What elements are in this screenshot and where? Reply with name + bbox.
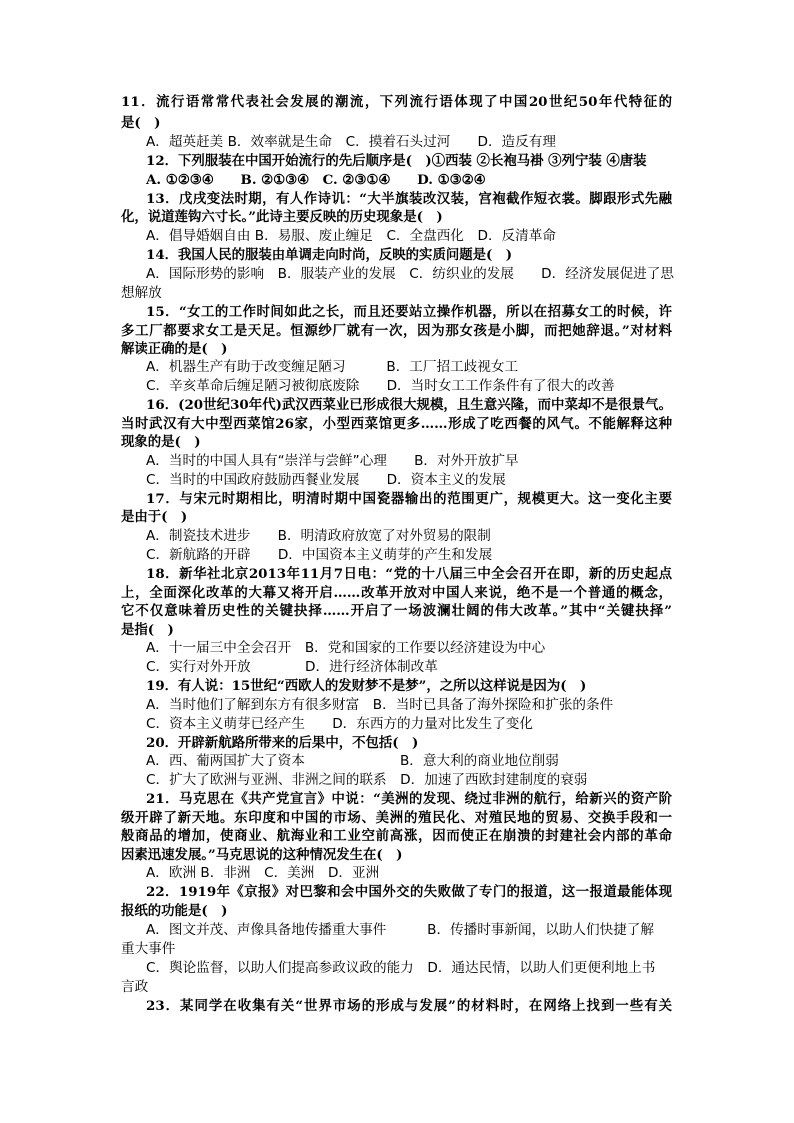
question-17-stem: 17．与宋元时期相比，明清时期中国瓷器输出的范围更广，规模更大。这一变化主要 [146, 491, 672, 507]
question-16-options: A．当时的中国人具有“崇洋与尝鲜”心理 B．对外开放扩早 [146, 453, 519, 469]
question-21-stem: 般商品的增加，使商业、航海业和工业空前高涨，因而使正在崩溃的封建社会内部的革命 [121, 828, 672, 844]
question-13-stem: 13．戊戌变法时期，有人作诗讥：“大半旗装改汉装，宫袍截作短衣裳。脚跟形式先融 [146, 191, 672, 207]
question-14-stem: 14．我国人民的服装由单调走向时尚，反映的实质问题是( ) [146, 247, 513, 263]
question-22-options: C．舆论监督，以助人们提高参政议政的能力 D．通达民情，以助人们更便利地上书 [146, 960, 656, 976]
question-16-stem: 当时武汉有大中型西菜馆26家，小型西菜馆更多……形成了吃西餐的风气。不能解释这种 [121, 416, 672, 432]
question-13-options: A．倡导婚姻自由 B．易服、废止缠足 C．全盘西化 D．反清革命 [146, 228, 556, 244]
question-15-options: C．辛亥革命后缠足陋习被彻底废除 D．当时女工工作条件有了很大的改善 [146, 378, 615, 394]
question-18-stem: 18．新华社北京2013年11月7日电：“党的十八届三中全会召开在即，新的历史起点 [146, 566, 672, 582]
question-21-stem: 级开辟了新天地。东印度和中国的市场、美洲的殖民化、对殖民地的贸易、交换手段和一 [121, 810, 672, 826]
question-17-options: C．新航路的开辟 D．中国资本主义萌芽的产生和发展 [146, 547, 493, 563]
question-20-stem: 20．开辟新航路所带来的后果中，不包括( ) [146, 735, 419, 751]
question-14-options: 想解放 [121, 285, 162, 301]
question-18-options: C．实行对外开放 D．进行经济体制改革 [146, 659, 438, 675]
question-15-stem: 解读正确的是( ) [121, 341, 228, 357]
question-12-options: A. ①②③④ B. ②①③④ C. ②③①④ D. ①③②④ [146, 172, 486, 188]
question-19-options: A．当时他们了解到东方有很多财富 B．当时已具备了海外探险和扩张的条件 [146, 697, 614, 713]
question-22-stem: 报纸的功能是( ) [121, 903, 228, 919]
question-12-stem: 12．下列服装在中国开始流行的先后顺序是( )①西装 ②长袍马褂 ③列宁装 ④唐装 [146, 153, 647, 169]
question-15-options: A．机器生产有助于改变缠足陋习 B．工厂招工歧视女工 [146, 359, 519, 375]
question-15-stem: 多工厂都要求女工是天足。恒源纱厂就有一次，因为那女孩是小脚，而把她辞退。”对材料 [121, 323, 672, 339]
question-11-options: A．超英赶美 B．效率就是生命 C．摸着石头过河 D．造反有理 [146, 134, 556, 150]
question-22-stem: 22．1919年《京报》对巴黎和会中国外交的失败做了专门的报道，这一报道最能体现 [146, 884, 672, 900]
question-11-stem: 11．流行语常常代表社会发展的潮流，下列流行语体现了中国20世纪50年代特征的 [121, 94, 672, 110]
question-21-stem: 因素迅速发展。”马克思说的这种情况发生在( ) [121, 847, 403, 863]
question-18-stem: 上，全面深化改革的大幕又将开启……改革开放对中国人来说，绝不是一个普通的概念， [121, 585, 672, 601]
question-21-options: A．欧洲 B．非洲 C．美洲 D．亚洲 [146, 865, 380, 881]
question-15-stem: 15．“女工的工作时间如此之长，而且还要站立操作机器，所以在招募女工的时候，许 [146, 304, 672, 320]
question-16-stem: 16．(20世纪30年代)武汉西菜业已形成很大规模，且生意兴隆，而中菜却不是很景气。 [146, 397, 672, 413]
question-23-stem: 23．某同学在收集有关“世界市场的形成与发展”的材料时，在网络上找到一些有关 [146, 998, 672, 1014]
question-20-options: C．扩大了欧洲与亚洲、非洲之间的联系 D．加速了西欧封建制度的衰弱 [146, 772, 588, 788]
question-11-stem: 是( ) [121, 115, 161, 131]
question-19-options: C．资本主义萌芽已经产生 D．东西方的力量对比发生了变化 [146, 716, 533, 732]
question-22-options: A．图文并茂、声像具备地传播重大事件 B．传播时事新闻，以助人们快捷了解 [146, 922, 654, 938]
question-21-stem: 21．马克思在《共产党宣言》中说：“美洲的发现、绕过非洲的航行，给新兴的资产阶 [146, 791, 672, 807]
question-22-options: 重大事件 [121, 941, 176, 957]
question-14-options: A．国际形势的影响 B．服装产业的发展 C．纺织业的发展 D．经济发展促进了思 [146, 266, 674, 282]
question-18-stem: 是指( ) [121, 622, 174, 638]
question-18-stem: 它不仅意味着历史性的关键抉择……开启了一场波澜壮阔的伟大改革。”其中“关键抉择” [121, 603, 672, 619]
question-13-stem: 化，说道莲钩六寸长。”此诗主要反映的历史现象是( ) [121, 209, 443, 225]
question-20-options: A．西、葡两国扩大了资本 B．意大利的商业地位削弱 [146, 753, 559, 769]
question-17-options: A．制瓷技术进步 B．明清政府放宽了对外贸易的限制 [146, 528, 491, 544]
question-22-options: 言政 [121, 979, 149, 995]
question-18-options: A．十一届三中全会召开 B．党和国家的工作要以经济建设为中心 [146, 640, 546, 656]
question-16-options: C．当时的中国政府鼓励西餐业发展 D．资本主义的发展 [146, 472, 506, 488]
question-19-stem: 19．有人说：15世纪“西欧人的发财梦不是梦”，之所以这样说是因为( ) [146, 678, 587, 694]
question-17-stem: 是由于( ) [121, 509, 188, 525]
question-16-stem: 现象的是( ) [121, 434, 201, 450]
